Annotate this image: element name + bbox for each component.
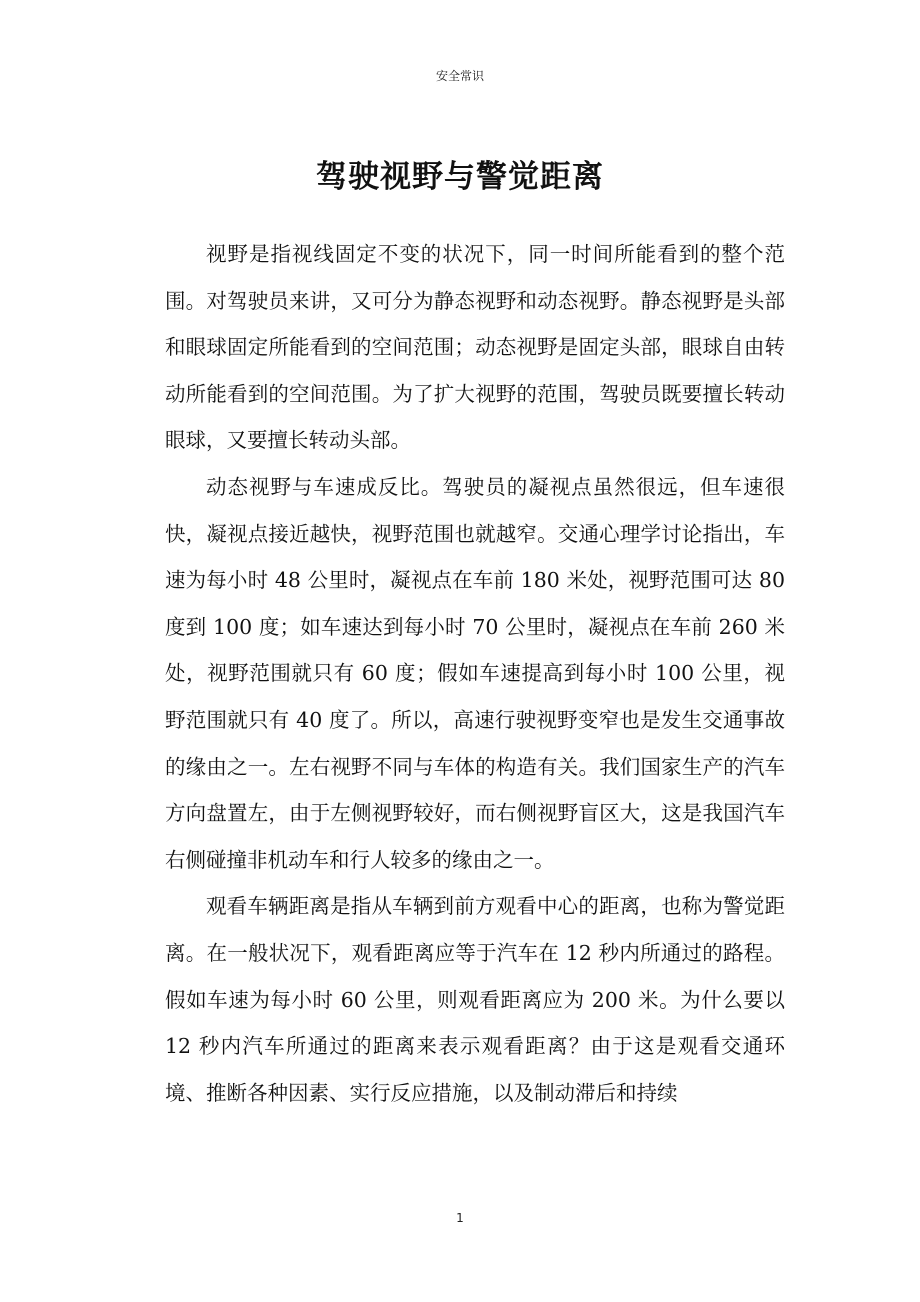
document-title: 驾驶视野与警觉距离 bbox=[316, 158, 604, 195]
document-body bbox=[165, 231, 785, 1116]
paragraph-observation-distance: 观看车辆距离是指从车辆到前方观看中心的距离，也称为警觉距离。在一般状况下，观看距离应等于汽车在 12 秒内所通过的路程。假如车速为每小时 60 公里，则观看距离应为 200 米。为什么要以 12 秒内汽车所通过的距离来表示观看距离？由于这是观看交通环境、推断各种因素、实行反应措施，以及制动滞后和持续 bbox=[165, 894, 785, 1105]
paragraph-dynamic-view-speed: 动态视野与车速成反比。驾驶员的凝视点虽然很远，但车速很快，凝视点接近越快，视野范围也就越窄。交通心理学讨论指出，车速为每小时 48 公里时，凝视点在车前 180 米处，视野范围可达 80 度到 100 度；如车速达到每小时 70 公里时，凝视点在车前 260 米处，视野范围就只有 60 度；假如车速提高到每小时 100 公里，视野范围就只有 40 度了。所以，高速行驶视野变窄也是发生交通事故的缘由之一。左右视野不同与车体的构造有关。我们国家生产的汽车方向盘置左，由于左侧视野较好，而右侧视野盲区大，这是我国汽车右侧碰撞非机动车和行人较多的缘由之一。 bbox=[165, 474, 785, 872]
paragraph-field-of-view: 视野是指视线固定不变的状况下，同一时间所能看到的整个范围。对驾驶员来讲，又可分为静态视野和动态视野。静态视野是头部和眼球固定所能看到的空间范围；动态视野是固定头部，眼球自由转动所能看到的空间范围。为了扩大视野的范围，驾驶员既要擅长转动眼球，又要擅长转动头部。 bbox=[165, 242, 785, 453]
running-header: 安全常识 bbox=[435, 69, 484, 83]
page-number: 1 bbox=[456, 1211, 464, 1225]
